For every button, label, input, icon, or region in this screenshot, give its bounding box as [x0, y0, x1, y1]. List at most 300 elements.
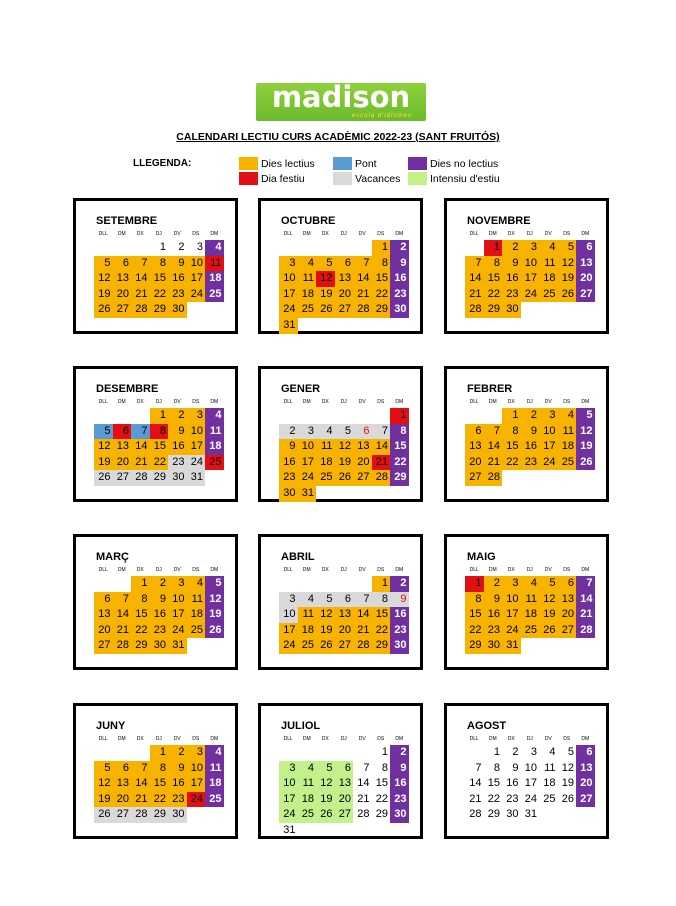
- day-cell: 7: [475, 761, 482, 774]
- day-cell: 4: [205, 240, 224, 256]
- day-cell: 23: [168, 792, 187, 808]
- day-cell: 24: [502, 623, 521, 639]
- weekday-header: DLL: [469, 399, 479, 405]
- weekday-header: DJ: [340, 231, 347, 237]
- weekday-header: DLL: [98, 736, 108, 742]
- day-cell: 26: [94, 807, 113, 823]
- day-cell: 22: [375, 792, 388, 805]
- day-cell: 17: [187, 271, 206, 287]
- day-cell: 13: [113, 271, 132, 287]
- day-cell: 28: [131, 807, 150, 823]
- day-cell: 8: [484, 256, 503, 272]
- weekday-header: DM: [117, 567, 126, 573]
- day-cell: 19: [316, 623, 335, 639]
- day-cell: 1: [150, 745, 169, 761]
- day-cell: 6: [113, 256, 132, 272]
- day-cell: 22: [372, 623, 391, 639]
- day-cell: 6: [465, 424, 484, 440]
- weekday-header: DV: [358, 399, 366, 405]
- day-cell: 10: [502, 592, 521, 608]
- day-cell: 2: [168, 745, 187, 761]
- day-cell: 5: [316, 592, 335, 608]
- day-cell: 22: [390, 455, 409, 471]
- day-cell: 27: [558, 623, 577, 639]
- weekday-header: DV: [358, 567, 366, 573]
- legend-swatch-lectiu: [239, 157, 258, 170]
- day-cell: 17: [187, 776, 206, 792]
- weekday-header: DM: [581, 231, 590, 237]
- day-cell: 25: [539, 287, 558, 303]
- weekday-header: DX: [507, 231, 515, 237]
- logo-text: madison: [271, 80, 411, 114]
- day-cell: 22: [131, 623, 150, 639]
- day-cell: 26: [316, 302, 335, 318]
- day-cell: 23: [502, 287, 521, 303]
- day-cell: 6: [94, 592, 113, 608]
- day-cell: 4: [298, 256, 317, 272]
- day-cell: 23: [506, 792, 519, 805]
- month-name: OCTUBRE: [281, 215, 336, 227]
- day-cell: 6: [576, 240, 595, 256]
- day-cell: 31: [279, 318, 298, 334]
- day-cell: 2: [390, 240, 409, 256]
- day-cell: 30: [279, 486, 298, 502]
- day-cell: 13: [558, 592, 577, 608]
- day-cell: 18: [205, 439, 224, 455]
- weekday-header: DM: [581, 567, 590, 573]
- day-cell: 5: [539, 576, 558, 592]
- day-cell: 12: [335, 439, 354, 455]
- day-cell: 24: [187, 287, 206, 303]
- day-cell: 20: [335, 287, 354, 303]
- weekday-header: DX: [507, 399, 515, 405]
- day-cell: 5: [316, 256, 335, 272]
- day-cell: 15: [131, 607, 150, 623]
- day-cell: 17: [502, 607, 521, 623]
- day-cell: 11: [521, 592, 540, 608]
- legend-swatch-intensiu: [408, 172, 427, 185]
- legend-swatch-pont: [333, 157, 352, 170]
- day-cell: 19: [316, 792, 335, 808]
- day-cell: 12: [94, 439, 113, 455]
- day-cell: 16: [150, 607, 169, 623]
- day-cell: 22: [484, 287, 503, 303]
- day-cell: 28: [131, 302, 150, 318]
- day-cell: 7: [353, 256, 372, 272]
- day-cell: 27: [335, 302, 354, 318]
- month-desembre: [73, 366, 238, 502]
- weekday-header: DX: [507, 736, 515, 742]
- day-cell: 18: [521, 607, 540, 623]
- weekday-header: DM: [117, 736, 126, 742]
- day-cell: 12: [94, 776, 113, 792]
- weekday-header: DX: [507, 567, 515, 573]
- day-cell: 1: [502, 408, 521, 424]
- day-cell: 16: [521, 439, 540, 455]
- day-cell: 20: [353, 455, 372, 471]
- day-cell: 23: [168, 455, 187, 471]
- day-cell: 20: [558, 607, 577, 623]
- weekday-header: DV: [173, 567, 181, 573]
- day-cell: 30: [168, 807, 187, 823]
- day-cell: 30: [506, 808, 519, 821]
- day-cell: 31: [524, 808, 537, 821]
- weekday-header: DX: [321, 736, 329, 742]
- day-cell: 13: [335, 776, 354, 792]
- day-cell: 16: [390, 776, 409, 792]
- weekday-header: DLL: [469, 736, 479, 742]
- day-cell: 17: [539, 439, 558, 455]
- day-cell: 8: [131, 592, 150, 608]
- day-cell: 3: [187, 745, 206, 761]
- day-cell: 10: [279, 271, 298, 287]
- day-cell: 22: [150, 287, 169, 303]
- weekday-header: DV: [544, 736, 552, 742]
- day-cell: 5: [567, 746, 574, 758]
- day-cell: 19: [94, 792, 113, 808]
- legend-item-nolect: [408, 157, 498, 171]
- day-cell: 21: [113, 623, 132, 639]
- day-cell: 24: [279, 302, 298, 318]
- day-cell: 18: [187, 607, 206, 623]
- day-cell: 23: [150, 623, 169, 639]
- weekday-header: DS: [563, 399, 571, 405]
- legend-text-intensiu: Intensiu d'estiu: [430, 173, 500, 185]
- day-cell: 20: [94, 623, 113, 639]
- weekday-header: DM: [488, 231, 497, 237]
- day-cell: 12: [539, 592, 558, 608]
- day-cell: 1: [390, 408, 409, 424]
- day-cell: 16: [506, 777, 519, 790]
- weekday-header: DJ: [340, 399, 347, 405]
- day-cell: 20: [465, 455, 484, 471]
- day-cell: 28: [357, 808, 370, 821]
- day-cell: 29: [375, 808, 388, 821]
- weekday-header: DS: [377, 231, 385, 237]
- day-cell: 2: [484, 576, 503, 592]
- day-cell: 25: [521, 623, 540, 639]
- day-cell: 8: [372, 256, 391, 272]
- day-cell: 17: [279, 623, 298, 639]
- weekday-header: DS: [192, 567, 200, 573]
- day-cell: 11: [544, 761, 556, 774]
- month-març: [73, 534, 238, 670]
- day-cell: 27: [353, 470, 372, 486]
- weekday-header: DX: [321, 567, 329, 573]
- day-cell: 18: [205, 776, 224, 792]
- day-cell: 7: [372, 424, 391, 440]
- day-cell: 28: [353, 638, 372, 654]
- day-cell: 3: [502, 576, 521, 592]
- day-cell: 11: [205, 424, 224, 440]
- day-cell: 20: [113, 792, 132, 808]
- weekday-header: DM: [395, 231, 404, 237]
- day-cell: 22: [372, 287, 391, 303]
- day-cell: 26: [94, 470, 113, 486]
- weekday-header: DLL: [283, 231, 293, 237]
- month-octubre: [258, 198, 423, 334]
- weekday-header: DM: [395, 399, 404, 405]
- day-cell: 9: [279, 439, 298, 455]
- day-cell: 7: [576, 576, 595, 592]
- day-cell: 27: [113, 470, 132, 486]
- day-cell: 26: [539, 623, 558, 639]
- weekday-header: DJ: [526, 231, 533, 237]
- day-cell: 21: [484, 455, 503, 471]
- day-cell: 11: [298, 607, 317, 623]
- day-cell: 11: [187, 592, 206, 608]
- day-cell: 16: [484, 607, 503, 623]
- weekday-header: DM: [488, 399, 497, 405]
- day-cell: 4: [205, 408, 224, 424]
- day-cell: 18: [543, 777, 556, 790]
- day-cell: 21: [357, 792, 370, 805]
- weekday-header: DM: [210, 567, 219, 573]
- weekday-header: DLL: [283, 736, 293, 742]
- day-cell: 13: [353, 439, 372, 455]
- day-cell: 5: [205, 576, 224, 592]
- day-cell: 23: [390, 287, 409, 303]
- day-cell: 11: [539, 256, 558, 272]
- day-cell: 20: [113, 287, 132, 303]
- day-cell: 7: [131, 761, 150, 777]
- day-cell: 13: [113, 439, 132, 455]
- day-cell: 4: [558, 408, 577, 424]
- day-cell: 12: [205, 592, 224, 608]
- day-cell: 18: [298, 623, 317, 639]
- day-cell: 13: [94, 607, 113, 623]
- day-cell: 23: [279, 470, 298, 486]
- legend-item-lectiu: [239, 157, 315, 171]
- day-cell: 27: [113, 807, 132, 823]
- day-cell: 24: [168, 623, 187, 639]
- day-cell: 3: [279, 761, 298, 777]
- day-cell: 15: [372, 607, 391, 623]
- day-cell: 27: [335, 638, 354, 654]
- day-cell: 28: [372, 470, 391, 486]
- day-cell: 12: [561, 761, 574, 774]
- day-cell: 9: [502, 256, 521, 272]
- day-cell: 29: [131, 638, 150, 654]
- day-cell: 29: [150, 470, 169, 486]
- day-cell: 16: [168, 271, 187, 287]
- day-cell: 16: [502, 271, 521, 287]
- day-cell: 8: [390, 424, 409, 440]
- weekday-header: DM: [488, 736, 497, 742]
- weekday-header: DJ: [155, 231, 162, 237]
- weekday-header: DX: [321, 399, 329, 405]
- weekday-header: DM: [210, 231, 219, 237]
- month-name: AGOST: [467, 720, 507, 732]
- weekday-header: DJ: [155, 567, 162, 573]
- day-cell: 14: [131, 439, 150, 455]
- weekday-header: DM: [488, 567, 497, 573]
- weekday-header: DJ: [340, 736, 347, 742]
- day-cell: 25: [543, 792, 556, 805]
- weekday-header: DS: [377, 399, 385, 405]
- month-setembre: [73, 198, 238, 334]
- day-cell: 8: [502, 424, 521, 440]
- day-cell: 11: [558, 424, 577, 440]
- day-cell: 6: [558, 576, 577, 592]
- weekday-header: DV: [173, 399, 181, 405]
- day-cell: 9: [168, 761, 187, 777]
- day-cell: 8: [465, 592, 484, 608]
- day-cell: 23: [390, 623, 409, 639]
- day-cell: 2: [521, 408, 540, 424]
- weekday-header: DJ: [155, 399, 162, 405]
- day-cell: 14: [357, 777, 370, 790]
- day-cell: 20: [335, 792, 354, 808]
- day-cell: 15: [487, 777, 500, 790]
- day-cell: 20: [576, 271, 595, 287]
- day-cell: 15: [390, 439, 409, 455]
- day-cell: 7: [363, 761, 370, 774]
- day-cell: 25: [316, 470, 335, 486]
- day-cell: 19: [94, 455, 113, 471]
- day-cell: 6: [335, 592, 354, 608]
- day-cell: 10: [168, 592, 187, 608]
- day-cell: 11: [298, 776, 317, 792]
- legend-text-pont: Pont: [355, 158, 377, 170]
- day-cell: 28: [576, 623, 595, 639]
- day-cell: 30: [168, 470, 187, 486]
- day-cell: 7: [484, 424, 503, 440]
- day-cell: 28: [353, 302, 372, 318]
- day-cell: 17: [298, 455, 317, 471]
- month-name: MARÇ: [96, 551, 129, 563]
- day-cell: 20: [335, 623, 354, 639]
- day-cell: 22: [487, 792, 500, 805]
- weekday-header: DS: [563, 231, 571, 237]
- day-cell: 18: [558, 439, 577, 455]
- weekday-header: DX: [136, 736, 144, 742]
- day-cell: 30: [502, 302, 521, 318]
- day-cell: 17: [168, 607, 187, 623]
- day-cell: 7: [353, 592, 372, 608]
- day-cell: 8: [150, 424, 169, 440]
- day-cell: 26: [335, 470, 354, 486]
- day-cell: 11: [205, 256, 224, 272]
- day-cell: 19: [316, 287, 335, 303]
- day-cell: 10: [279, 607, 298, 623]
- day-cell: 10: [298, 439, 317, 455]
- month-febrer: [444, 366, 609, 502]
- school-logo: [256, 80, 426, 121]
- day-cell: 11: [205, 761, 224, 777]
- day-cell: 14: [484, 439, 503, 455]
- day-cell: 21: [469, 792, 482, 805]
- day-cell: 31: [283, 824, 296, 836]
- weekday-header: DJ: [340, 567, 347, 573]
- day-cell: 18: [539, 271, 558, 287]
- day-cell: 24: [539, 455, 558, 471]
- day-cell: 3: [187, 408, 206, 424]
- day-cell: 4: [205, 745, 224, 761]
- weekday-header: DV: [173, 736, 181, 742]
- day-cell: 21: [372, 455, 391, 471]
- day-cell: 29: [150, 807, 169, 823]
- month-name: ABRIL: [281, 551, 315, 563]
- day-cell: 2: [390, 576, 409, 592]
- day-cell: 6: [113, 761, 132, 777]
- weekday-header: DX: [136, 399, 144, 405]
- day-cell: 21: [353, 287, 372, 303]
- day-cell: 9: [168, 424, 187, 440]
- day-cell: 21: [131, 287, 150, 303]
- day-cell: 24: [187, 792, 206, 808]
- day-cell: 17: [524, 777, 537, 790]
- legend-text-lectiu: Dies lectius: [261, 158, 315, 170]
- day-cell: 4: [549, 746, 556, 758]
- day-cell: 6: [335, 761, 354, 777]
- day-cell: 27: [113, 302, 132, 318]
- day-cell: 2: [512, 746, 519, 758]
- day-cell: 13: [113, 776, 132, 792]
- day-cell: 10: [187, 424, 206, 440]
- day-cell: 25: [298, 302, 317, 318]
- day-cell: 5: [94, 761, 113, 777]
- day-cell: 3: [521, 240, 540, 256]
- day-cell: 16: [168, 776, 187, 792]
- day-cell: 26: [316, 638, 335, 654]
- day-cell: 26: [205, 623, 224, 639]
- day-cell: 15: [150, 776, 169, 792]
- weekday-header: DM: [117, 231, 126, 237]
- day-cell: 16: [390, 271, 409, 287]
- day-cell: 23: [168, 287, 187, 303]
- month-juliol: [258, 703, 423, 839]
- page-title: CALENDARI LECTIU CURS ACADÈMIC 2022-23 (SANT FRUITÓS): [176, 131, 500, 143]
- day-cell: 13: [576, 761, 595, 777]
- weekday-header: DV: [358, 736, 366, 742]
- day-cell: 14: [131, 271, 150, 287]
- day-cell: 17: [187, 439, 206, 455]
- day-cell: 9: [512, 761, 519, 774]
- weekday-header: DM: [302, 231, 311, 237]
- weekday-header: DLL: [469, 567, 479, 573]
- day-cell: 5: [94, 256, 113, 272]
- day-cell: 9: [168, 256, 187, 272]
- day-cell: 13: [576, 256, 595, 272]
- day-cell: 31: [502, 638, 521, 654]
- day-cell: 30: [390, 302, 409, 318]
- day-cell: 4: [298, 761, 317, 777]
- legend-label: LLEGENDA:: [133, 158, 192, 169]
- day-cell: 27: [94, 638, 113, 654]
- day-cell: 20: [113, 455, 132, 471]
- day-cell: 17: [521, 271, 540, 287]
- day-cell: 19: [576, 439, 595, 455]
- day-cell: 15: [375, 777, 388, 790]
- day-cell: 2: [279, 424, 298, 440]
- day-cell: 12: [316, 776, 335, 792]
- day-cell: 4: [316, 424, 335, 440]
- day-cell: 24: [279, 807, 298, 823]
- day-cell: 1: [381, 746, 388, 758]
- day-cell: 22: [150, 455, 169, 471]
- day-cell: 1: [465, 576, 484, 592]
- day-cell: 2: [390, 745, 409, 761]
- day-cell: 10: [279, 776, 298, 792]
- day-cell: 9: [390, 761, 409, 777]
- weekday-header: DM: [117, 399, 126, 405]
- weekday-header: DM: [302, 399, 311, 405]
- weekday-header: DJ: [526, 567, 533, 573]
- day-cell: 15: [372, 271, 391, 287]
- day-cell: 23: [521, 455, 540, 471]
- day-cell: 27: [576, 287, 595, 303]
